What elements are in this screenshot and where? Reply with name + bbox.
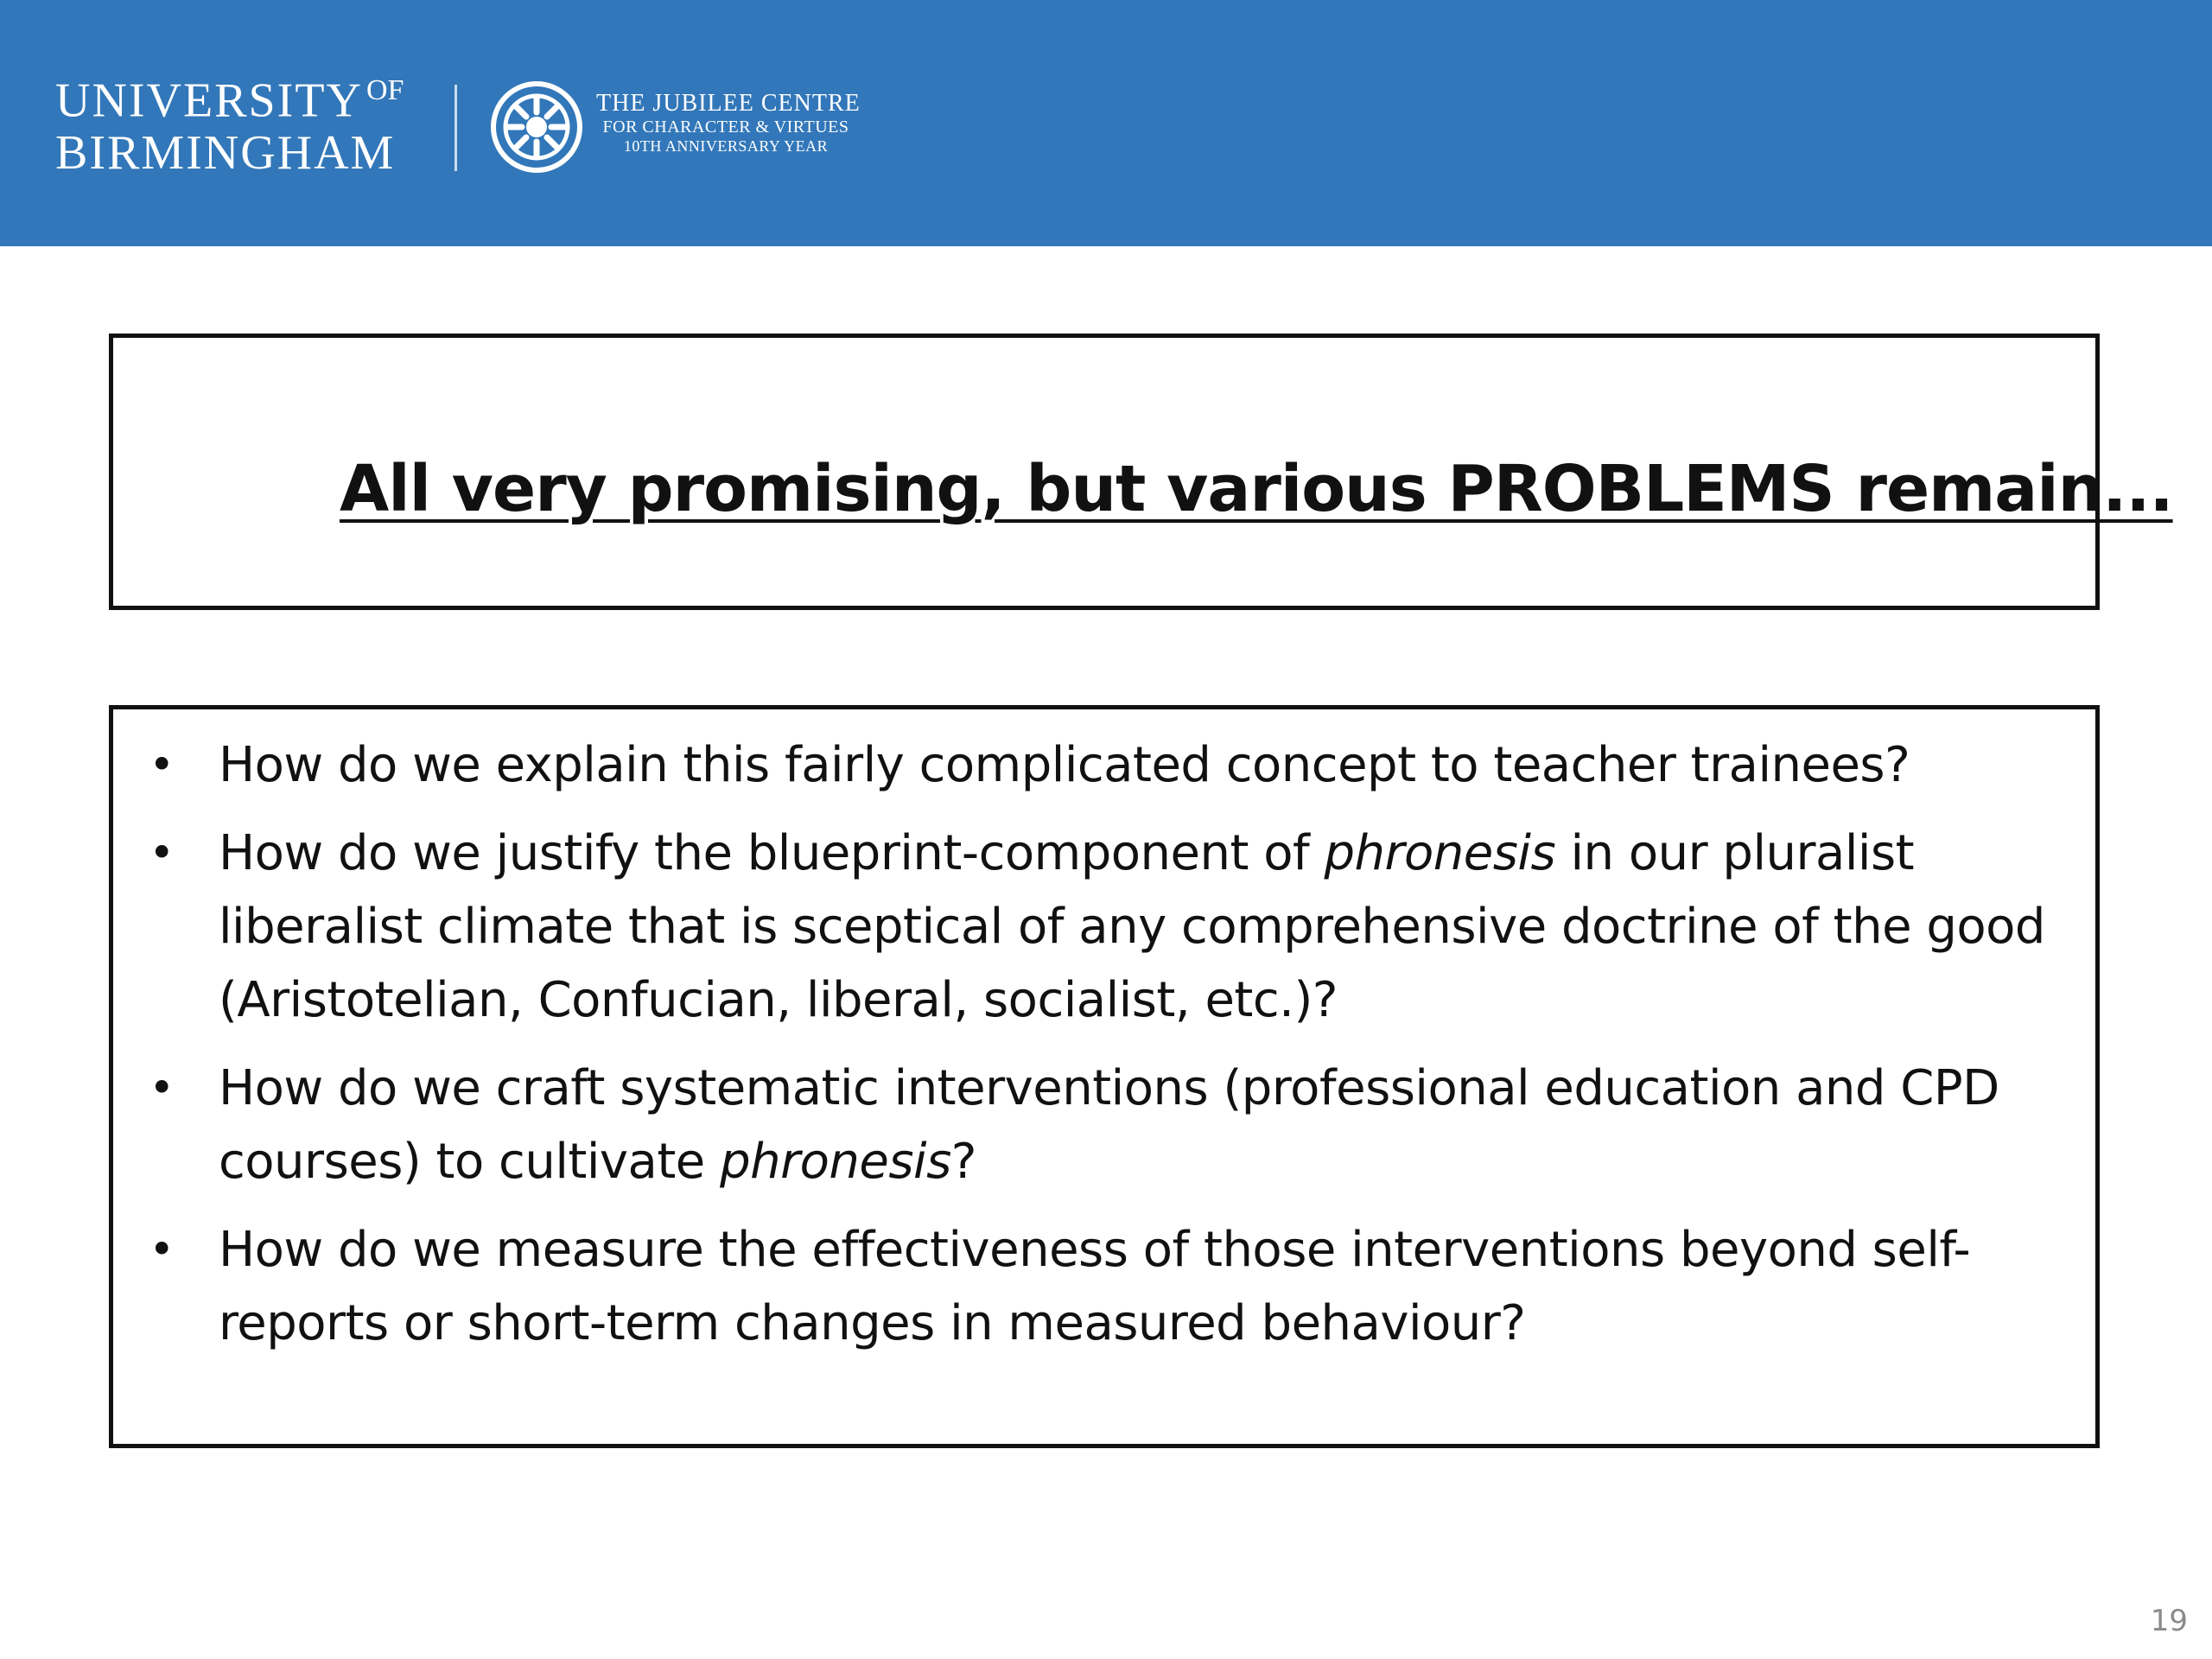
bullet-dot-icon: •	[149, 828, 175, 878]
bullet-text: How do we justify the blueprint-component of	[219, 825, 1325, 881]
bullet-item	[113, 1213, 2092, 1360]
bullet-item	[113, 817, 2092, 1037]
bullet-dot-icon: •	[149, 1063, 175, 1113]
logo-divider	[454, 85, 457, 171]
bullet-list	[113, 728, 2092, 1375]
bullet-item	[113, 728, 2092, 802]
bullet-text: How do we measure the effectiveness of those interventions beyond self-reports or short-term changes in measured behaviour?	[219, 1222, 1971, 1351]
jubilee-centre-emblem-icon	[489, 79, 584, 175]
centre-name: THE JUBILEE CENTRE	[596, 90, 861, 117]
bullet-text: in our pluralist liberalist climate that is sceptical of any comprehensive doctrine of the good (Aristotelian, Confucian, liberal, socialist, etc.)?	[219, 825, 2045, 1028]
jubilee-centre-wordmark	[596, 90, 861, 156]
bullet-text: ?	[950, 1134, 976, 1190]
bullet-text: How do we craft systematic interventions (professional education and CPD courses) to cultivate	[219, 1060, 1999, 1190]
page-number: 19	[2150, 1604, 2188, 1638]
university-logo	[55, 73, 404, 180]
bullet-dot-icon: •	[149, 740, 175, 790]
bullet-dot-icon: •	[149, 1224, 175, 1274]
university-name-line2: BIRMINGHAM	[55, 125, 396, 180]
header-band	[0, 0, 2212, 246]
centre-subtitle: FOR CHARACTER & VIRTUES	[602, 118, 849, 137]
university-name-line1: UNIVERSITY	[55, 73, 363, 128]
title-box	[109, 334, 2173, 610]
university-of: OF	[365, 74, 404, 106]
bullet-item	[113, 1052, 2092, 1198]
bullet-emphasis: phronesis	[720, 1134, 951, 1190]
centre-anniversary: 10TH ANNIVERSARY YEAR	[623, 137, 829, 156]
bullets-box	[109, 705, 2100, 1448]
bullet-text: How do we explain this fairly complicated concept to teacher trainees?	[219, 737, 1910, 793]
bullet-emphasis: phronesis	[1324, 825, 1556, 881]
slide-title: All very promising, but various PROBLEMS remain...	[340, 452, 2173, 526]
